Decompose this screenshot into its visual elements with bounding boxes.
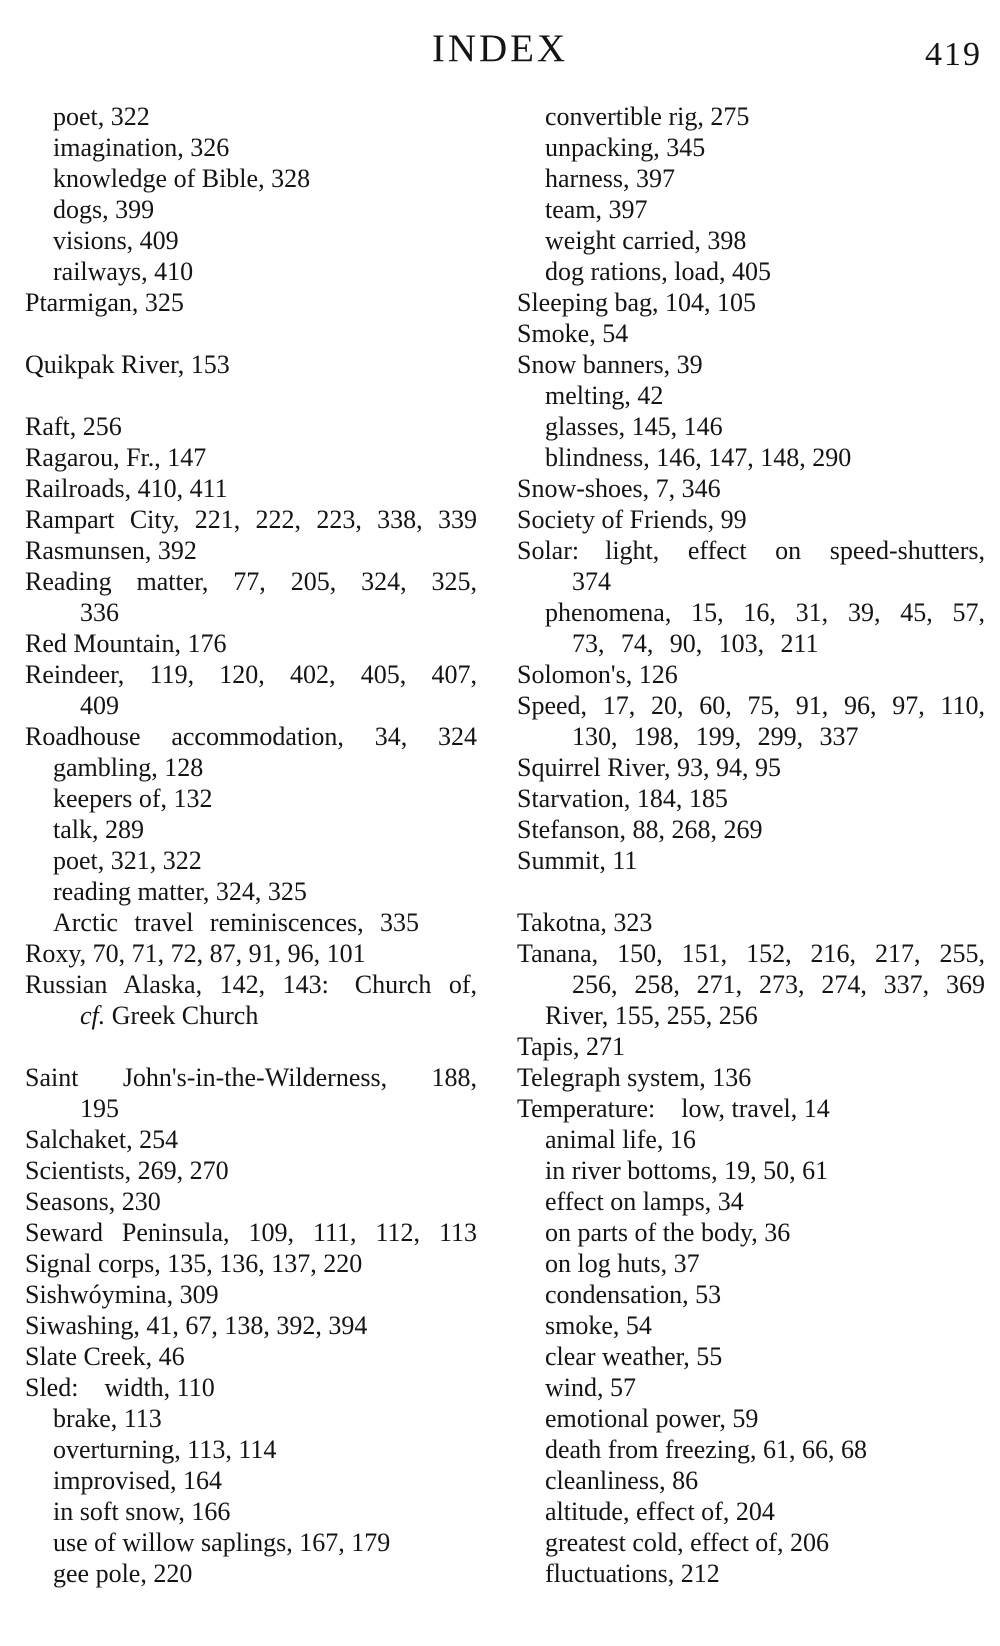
index-entry: unpacking, 345: [545, 133, 706, 162]
index-entry: animal life, 16: [545, 1125, 696, 1154]
index-entry: 409: [80, 691, 119, 720]
index-entry: on log huts, 37: [545, 1249, 700, 1278]
index-entry: Railroads, 410, 411: [25, 474, 228, 503]
index-entry: Reindeer, 119, 120, 402, 405, 407,: [25, 660, 477, 689]
index-entry: Quikpak River, 153: [25, 350, 230, 379]
index-entry: effect on lamps, 34: [545, 1187, 744, 1216]
index-entry: Rampart City, 221, 222, 223, 338, 339: [25, 505, 477, 534]
index-entry: convertible rig, 275: [545, 102, 750, 131]
index-entry: improvised, 164: [53, 1466, 222, 1495]
index-gap: [25, 380, 477, 411]
index-entry: Raft, 256: [25, 412, 122, 441]
index-entry: 256, 258, 271, 273, 274, 337, 369: [572, 970, 985, 999]
index-entry: Sled: width, 110: [25, 1373, 215, 1402]
index-entry: 374: [572, 567, 611, 596]
italic-abbreviation: cf.: [80, 1001, 106, 1030]
index-entry: keepers of, 132: [53, 784, 213, 813]
index-entry: cleanliness, 86: [545, 1466, 699, 1495]
index-entry: clear weather, 55: [545, 1342, 723, 1371]
index-entry: Summit, 11: [517, 846, 638, 875]
index-column-left: [25, 101, 477, 1589]
index-entry: Starvation, 184, 185: [517, 784, 728, 813]
index-entry: blindness, 146, 147, 148, 290: [545, 443, 852, 472]
index-entry: harness, 397: [545, 164, 675, 193]
index-entry: talk, 289: [53, 815, 144, 844]
index-entry: imagination, 326: [53, 133, 230, 162]
index-entry: Salchaket, 254: [25, 1125, 179, 1154]
index-entry: River, 155, 255, 256: [545, 1001, 758, 1030]
index-entry: greatest cold, effect of, 206: [545, 1528, 829, 1557]
index-entry: altitude, effect of, 204: [545, 1497, 775, 1526]
index-entry: Squirrel River, 93, 94, 95: [517, 753, 781, 782]
index-entry: Snow banners, 39: [517, 350, 703, 379]
page-title: INDEX: [431, 27, 569, 70]
index-entry: cf. Greek Church: [80, 1001, 259, 1030]
index-entry: Sishwóymina, 309: [25, 1280, 219, 1309]
index-entry: Siwashing, 41, 67, 138, 392, 394: [25, 1311, 368, 1340]
index-entry: railways, 410: [53, 257, 194, 286]
index-entry: knowledge of Bible, 328: [53, 164, 311, 193]
index-entry: Tanana, 150, 151, 152, 216, 217, 255,: [517, 939, 985, 968]
index-entry: Seasons, 230: [25, 1187, 161, 1216]
index-gap: [25, 1031, 477, 1062]
index-entry: overturning, 113, 114: [53, 1435, 277, 1464]
index-entry: Roadhouse accommodation, 34, 324: [25, 722, 477, 751]
index-entry: poet, 322: [53, 102, 150, 131]
index-entry: Russian Alaska, 142, 143: Church of,: [25, 970, 477, 999]
index-entry: 130, 198, 199, 299, 337: [572, 722, 859, 751]
index-column-right: [517, 101, 985, 1589]
index-entry: Smoke, 54: [517, 319, 629, 348]
index-entry: Telegraph system, 136: [517, 1063, 752, 1092]
index-entry: Sleeping bag, 104, 105: [517, 288, 757, 317]
index-entry: in soft snow, 166: [53, 1497, 231, 1526]
index-entry: death from freezing, 61, 66, 68: [545, 1435, 868, 1464]
index-entry: Tapis, 271: [517, 1032, 625, 1061]
index-entry: phenomena, 15, 16, 31, 39, 45, 57,: [545, 598, 985, 627]
index-entry: Arctic travel reminiscences, 335: [53, 908, 420, 937]
index-entry: 195: [80, 1094, 119, 1123]
index-entry: Solar: light, effect on speed-shutters,: [517, 536, 985, 565]
index-entry: melting, 42: [545, 381, 664, 410]
index-entry: Slate Creek, 46: [25, 1342, 185, 1371]
index-entry: Rasmunsen, 392: [25, 536, 197, 565]
index-entry: Takotna, 323: [517, 908, 653, 937]
index-entry: emotional power, 59: [545, 1404, 759, 1433]
index-entry: weight carried, 398: [545, 226, 747, 255]
index-entry: Solomon's, 126: [517, 660, 678, 689]
index-entry: Ptarmigan, 325: [25, 288, 184, 317]
index-entry: 336: [80, 598, 119, 627]
index-entry: 73, 74, 90, 103, 211: [572, 629, 819, 658]
index-entry: Saint John's-in-the-Wilderness, 188,: [25, 1063, 477, 1092]
index-entry: Reading matter, 77, 205, 324, 325,: [25, 567, 477, 596]
index-entry: team, 397: [545, 195, 648, 224]
index-entry: brake, 113: [53, 1404, 162, 1433]
index-entry: Seward Peninsula, 109, 111, 112, 113: [25, 1218, 477, 1247]
index-entry: gambling, 128: [53, 753, 204, 782]
index-entry: Temperature: low, travel, 14: [517, 1094, 830, 1123]
index-entry: reading matter, 324, 325: [53, 877, 307, 906]
index-entry: Ragarou, Fr., 147: [25, 443, 207, 472]
index-entry: dogs, 399: [53, 195, 155, 224]
index-entry: fluctuations, 212: [545, 1559, 720, 1588]
index-entry: Snow-shoes, 7, 346: [517, 474, 721, 503]
index-gap: [25, 318, 477, 349]
index-entry: Society of Friends, 99: [517, 505, 747, 534]
index-entry: use of willow saplings, 167, 179: [53, 1528, 391, 1557]
index-gap: [517, 876, 985, 907]
index-entry: Roxy, 70, 71, 72, 87, 91, 96, 101: [25, 939, 366, 968]
index-entry: Signal corps, 135, 136, 137, 220: [25, 1249, 363, 1278]
index-entry: in river bottoms, 19, 50, 61: [545, 1156, 829, 1185]
index-entry: visions, 409: [53, 226, 179, 255]
index-entry: on parts of the body, 36: [545, 1218, 791, 1247]
index-entry: poet, 321, 322: [53, 846, 202, 875]
index-entry: dog rations, load, 405: [545, 257, 772, 286]
index-entry: gee pole, 220: [53, 1559, 193, 1588]
index-entry: Stefanson, 88, 268, 269: [517, 815, 763, 844]
index-entry: smoke, 54: [545, 1311, 652, 1340]
index-entry: Scientists, 269, 270: [25, 1156, 229, 1185]
index-entry: wind, 57: [545, 1373, 636, 1402]
index-entry: Red Mountain, 176: [25, 629, 227, 658]
page-number: 419: [925, 36, 982, 73]
index-entry: condensation, 53: [545, 1280, 722, 1309]
index-entry: glasses, 145, 146: [545, 412, 723, 441]
index-entry: Speed, 17, 20, 60, 75, 91, 96, 97, 110,: [517, 691, 985, 720]
